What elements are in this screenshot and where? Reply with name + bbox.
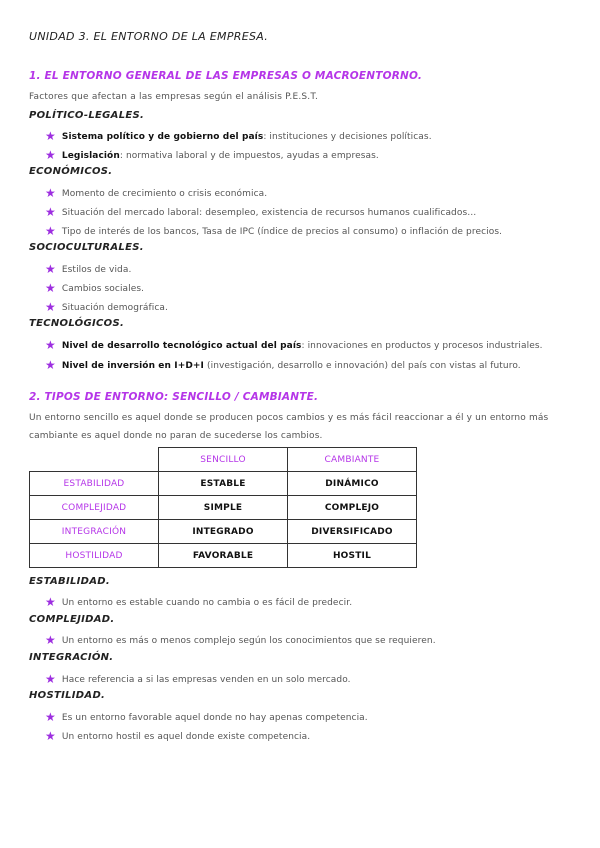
star-icon: ★ [45, 729, 56, 743]
table-cell: HOSTIL [288, 544, 417, 568]
group-title-estabilidad: ESTABILIDAD. [29, 576, 110, 587]
list-item: ★ Situación del mercado laboral: desempleo, existencia de recursos humanos cualificados… [45, 205, 477, 219]
section1-heading: 1. EL ENTORNO GENERAL DE LAS EMPRESAS O MACROENTORNO. [29, 70, 423, 82]
group-title-hostilidad: HOSTILIDAD. [29, 690, 106, 701]
star-icon: ★ [45, 710, 56, 724]
star-icon: ★ [45, 672, 56, 686]
environment-types-table [29, 447, 417, 568]
table-row-label: HOSTILIDAD [30, 544, 159, 568]
table-row-label: COMPLEJIDAD [30, 496, 159, 520]
star-icon: ★ [45, 129, 56, 143]
table-row [30, 472, 417, 496]
list-item: ★ Nivel de inversión en I+D+I (investigación, desarrollo e innovación) del país con vistas al futuro. [45, 358, 521, 372]
group-title-politico: POLÍTICO-LEGALES. [29, 110, 145, 121]
list-item: ★ Legislación: normativa laboral y de impuestos, ayudas a empresas. [45, 148, 379, 162]
list-item: ★ Un entorno es estable cuando no cambia o es fácil de predecir. [45, 595, 353, 609]
list-item: ★ Estilos de vida. [45, 262, 132, 276]
group-title-economicos: ECONÓMICOS. [29, 166, 113, 177]
table-cell: INTEGRADO [159, 520, 288, 544]
table-corner-cell [30, 448, 159, 472]
document-title: UNIDAD 3. EL ENTORNO DE LA EMPRESA. [29, 30, 269, 43]
table-row-label: ESTABILIDAD [30, 472, 159, 496]
section2-paragraph: Un entorno sencillo es aquel donde se producen pocos cambios y es más fácil reaccionar a él y un entorno más cambiante es aquel donde no paran de sucederse los cambios. [29, 413, 549, 441]
group-title-integracion: INTEGRACIÓN. [29, 652, 114, 663]
star-icon: ★ [45, 224, 56, 238]
star-icon: ★ [45, 595, 56, 609]
list-item: ★ Momento de crecimiento o crisis económica. [45, 186, 268, 200]
star-icon: ★ [45, 262, 56, 276]
table-row-label: INTEGRACIÓN [30, 520, 159, 544]
table-header-cambiante: CAMBIANTE [288, 448, 417, 472]
section1-intro: Factores que afectan a las empresas según el análisis P.E.S.T. [29, 92, 319, 102]
list-item: ★ Es un entorno favorable aquel donde no hay apenas competencia. [45, 710, 368, 724]
star-icon: ★ [45, 633, 56, 647]
group-title-complejidad: COMPLEJIDAD. [29, 614, 115, 625]
star-icon: ★ [45, 205, 56, 219]
table-cell: COMPLEJO [288, 496, 417, 520]
list-item: ★ Situación demográfica. [45, 300, 168, 314]
table-row [30, 496, 417, 520]
list-item: ★ Un entorno es más o menos complejo según los conocimientos que se requieren. [45, 633, 436, 647]
list-item: ★ Sistema político y de gobierno del país: instituciones y decisiones políticas. [45, 129, 432, 143]
list-item: ★ Nivel de desarrollo tecnológico actual del país: innovaciones en productos y procesos industriales. [45, 338, 543, 352]
list-item: ★ Un entorno hostil es aquel donde existe competencia. [45, 729, 311, 743]
table-row [30, 544, 417, 568]
table-cell: DINÁMICO [288, 472, 417, 496]
list-item: ★ Hace referencia a si las empresas venden en un solo mercado. [45, 672, 351, 686]
table-cell: FAVORABLE [159, 544, 288, 568]
group-title-socioculturales: SOCIOCULTURALES. [29, 242, 144, 253]
table-cell: ESTABLE [159, 472, 288, 496]
list-item: ★ Cambios sociales. [45, 281, 145, 295]
star-icon: ★ [45, 358, 56, 372]
group-title-tecnologicos: TECNOLÓGICOS. [29, 318, 125, 329]
table-header-row [30, 448, 417, 472]
star-icon: ★ [45, 148, 56, 162]
section2-heading: 2. TIPOS DE ENTORNO: SENCILLO / CAMBIANTE. [29, 391, 319, 403]
table-header-sencillo: SENCILLO [159, 448, 288, 472]
star-icon: ★ [45, 300, 56, 314]
table-row [30, 520, 417, 544]
star-icon: ★ [45, 281, 56, 295]
table-cell: SIMPLE [159, 496, 288, 520]
star-icon: ★ [45, 186, 56, 200]
list-item: ★ Tipo de interés de los bancos, Tasa de IPC (índice de precios al consumo) o inflación de precios. [45, 224, 503, 238]
star-icon: ★ [45, 338, 56, 352]
table-cell: DIVERSIFICADO [288, 520, 417, 544]
